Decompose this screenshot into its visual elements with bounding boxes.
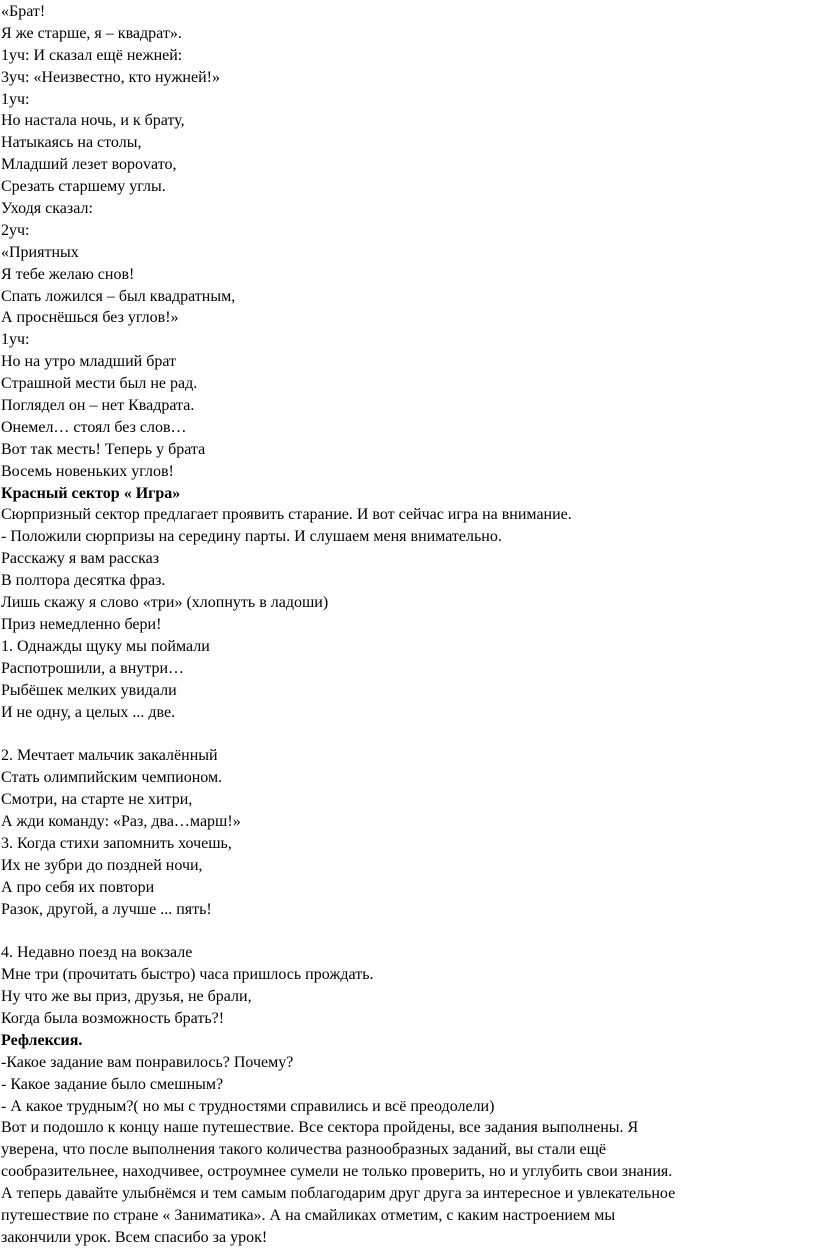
- blank-line: [1, 920, 816, 942]
- verse-line: Их не зубри до поздней ночи,: [1, 856, 203, 874]
- poem-line: А проснёшься без углов!»: [1, 309, 179, 327]
- reflection-line: путешествие по стране « Заниматика». А на смайликах отметим, с каким настроением мы: [1, 1206, 616, 1224]
- blank-line: [1, 723, 816, 745]
- verse-line: А про себя их повтори: [1, 878, 155, 896]
- game-intro-line: Приз немедленно бери!: [1, 615, 162, 633]
- game-intro-line: Лишь скажу я слово «три» (хлопнуть в ладоши): [1, 594, 329, 612]
- reflection-heading: Рефлексия.: [1, 1031, 83, 1049]
- reflection-line: сообразительнее, находчивее, остроумнее сумели не только проверить, но и углубить свои знания.: [1, 1163, 673, 1181]
- poem-line: Поглядел он – нет Квадрата.: [1, 397, 195, 415]
- poem-line: Младший лезет ворovато,: [1, 156, 177, 174]
- verse-line: Смотри, на старте не хитри,: [1, 791, 193, 809]
- verse-line: Мне три (прочитать быстро) часа пришлось прождать.: [1, 966, 374, 984]
- poem-section: [1, 1, 816, 483]
- poem-line: 2уч:: [1, 221, 30, 239]
- verse-line: Стать олимпийским чемпионом.: [1, 769, 223, 787]
- reflection-line: -Какое задание вам понравилось? Почему?: [1, 1053, 294, 1071]
- poem-line: Я тебе желаю снов!: [1, 265, 135, 283]
- game-section: [1, 483, 816, 1030]
- verse-line: Ну что же вы приз, друзья, не брали,: [1, 988, 252, 1006]
- verse-line: А жди команду: «Раз, два…марш!»: [1, 812, 241, 830]
- poem-line: Вот так месть! Теперь у брата: [1, 440, 206, 458]
- poem-line: Восемь новеньких углов!: [1, 462, 174, 480]
- game-heading: Красный сектор « Игра»: [1, 484, 181, 502]
- verse-line: И не одну, а целых ... две.: [1, 703, 176, 721]
- verse-line: Рыбёшек мелких увидали: [1, 681, 177, 699]
- game-intro-line: - Положили сюрпризы на середину парты. И слушаем меня внимательно.: [1, 528, 502, 546]
- reflection-line: А теперь давайте улыбнёмся и тем самым поблагодарим друг друга за интересное и увлекательное: [1, 1185, 676, 1203]
- poem-line: Онемел… стоял без слов…: [1, 418, 187, 436]
- game-intro-line: В полтора десятка фраз.: [1, 572, 166, 590]
- poem-line: Натыкаясь на столы,: [1, 134, 142, 152]
- poem-line: 1уч: И сказал ещё нежней:: [1, 46, 183, 64]
- poem-line: «Приятных: [1, 243, 79, 261]
- reflection-line: закончили урок. Всем спасибо за урок!: [1, 1228, 268, 1246]
- verse-line: Разок, другой, а лучше ... пять!: [1, 900, 212, 918]
- poem-line: Я же старше, я – квадрат».: [1, 24, 182, 42]
- game-intro-line: Сюрпризный сектор предлагает проявить старание. И вот сейчас игра на внимание.: [1, 506, 572, 524]
- reflection-line: - Какое задание было смешным?: [1, 1075, 224, 1093]
- reflection-line: уверена, что после выполнения такого количества разнообразных заданий, вы стали ещё: [1, 1141, 607, 1159]
- verse-line: 1. Однажды щуку мы поймали: [1, 637, 210, 655]
- poem-line: «Брат!: [1, 3, 46, 20]
- verse-line: Когда была возможность брать?!: [1, 1009, 225, 1027]
- poem-line: Спать ложился – был квадратным,: [1, 287, 236, 305]
- poem-line: 1уч:: [1, 90, 30, 108]
- verse-line: 2. Мечтает мальчик закалённый: [1, 747, 218, 765]
- reflection-line: Вот и подошло к концу наше путешествие. Все сектора пройдены, все задания выполнены. Я: [1, 1119, 639, 1137]
- poem-line: Но на утро младший брат: [1, 353, 177, 371]
- reflection-section: [1, 1030, 816, 1249]
- poem-line: Страшной мести был не рад.: [1, 375, 198, 393]
- verse-line: Распотрошили, а внутри…: [1, 659, 185, 677]
- poem-line: Срезать старшему углы.: [1, 178, 166, 196]
- verse-line: 3. Когда стихи запомнить хочешь,: [1, 834, 232, 852]
- poem-line: 3уч: «Неизвестно, кто нужней!»: [1, 68, 220, 86]
- game-intro-line: Расскажу я вам рассказ: [1, 550, 160, 568]
- reflection-line: - А какое трудным?( но мы с трудностями справились и всё преодолели): [1, 1097, 495, 1115]
- poem-line: 1уч:: [1, 331, 30, 349]
- poem-line: Но настала ночь, и к брату,: [1, 112, 185, 130]
- poem-line: Уходя сказал:: [1, 200, 93, 218]
- verse-line: 4. Недавно поезд на вокзале: [1, 944, 193, 962]
